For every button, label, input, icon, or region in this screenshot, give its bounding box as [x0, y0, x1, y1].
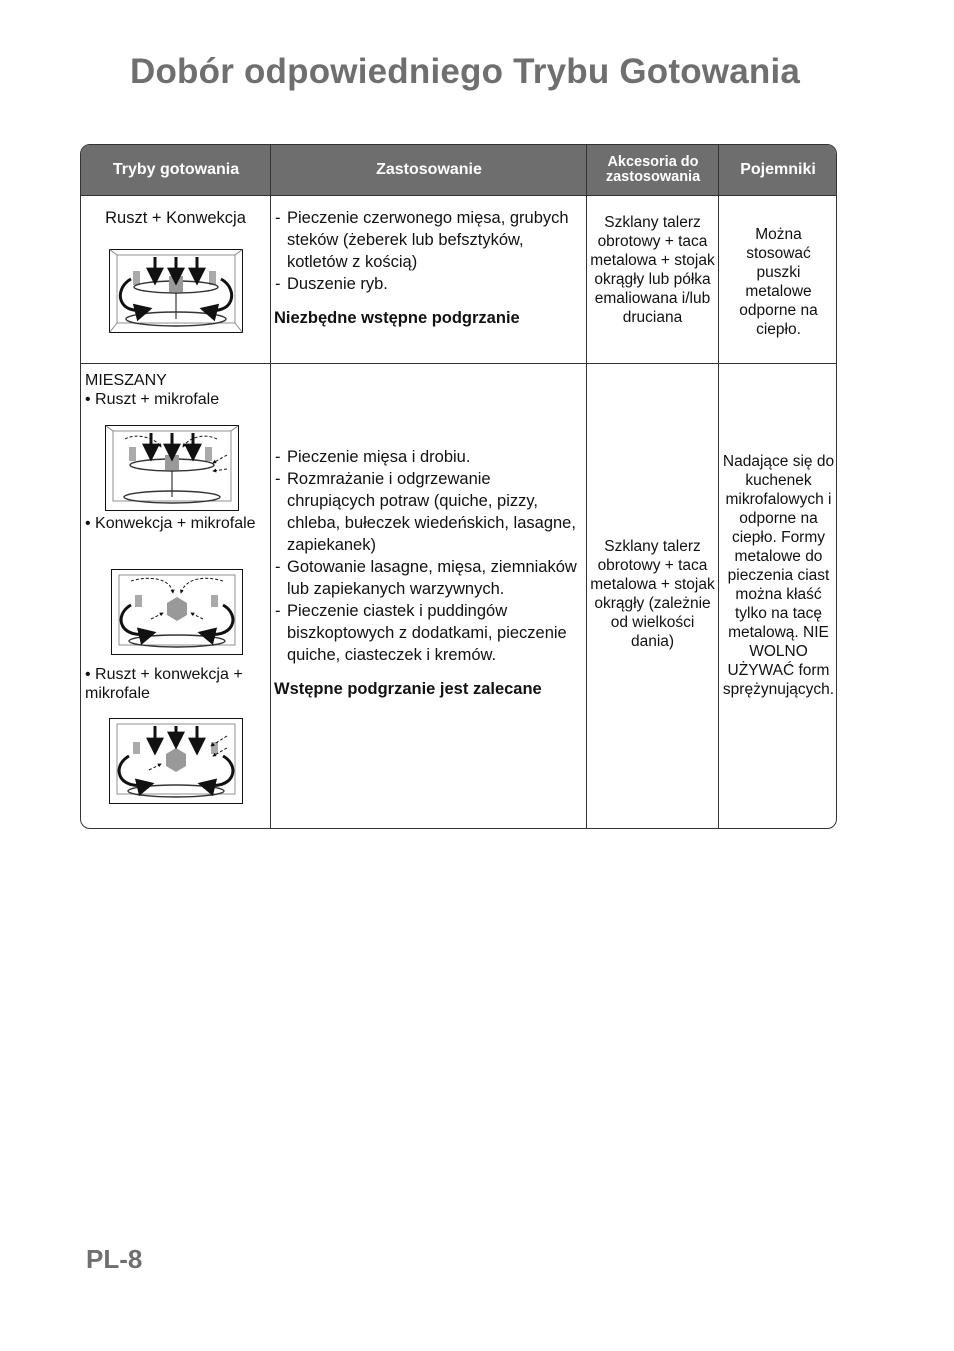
page-number: PL-8 [86, 1244, 143, 1274]
list-item: - Pieczenie ciastek i puddingów biszkoptowych z dodatkami, pieczenie quiche, ciasteczek i kremów. [274, 600, 579, 666]
list-item: - Rozmrażanie i odgrzewanie chrupiących potraw (quiche, pizzy, chleba, bułeczek wiedeńskich, lasagne, zapiekanek) [274, 468, 579, 556]
oven-airflow-diagram-icon [109, 249, 243, 333]
row-divider [81, 195, 836, 196]
preheat-note: Niezbędne wstępne podgrzanie [274, 309, 520, 327]
header-cooking-modes: Tryby gotowania [81, 145, 271, 195]
row1-mode-label: Ruszt + Konwekcja [105, 209, 246, 227]
page-title: Dobór odpowiedniego Trybu Gotowania [130, 52, 801, 91]
column-divider [270, 145, 271, 828]
row2-accessories: Szklany talerz obrotowy + taca metalowa + stojak okrągły (zależnie od wielkości dania) [590, 538, 715, 650]
preheat-note: Wstępne podgrzanie jest zalecane [274, 680, 542, 698]
list-item: - Gotowanie lasagne, mięsa, ziemniaków lub zapiekanych warzywnych. [274, 556, 579, 600]
row2-mode-header: MIESZANY [85, 372, 167, 389]
row1-accessories: Szklany talerz obrotowy + taca metalowa + stojak okrągły lub półka emaliowana i/lub druciana [590, 214, 715, 326]
row1-containers: Można stosować puszki metalowe odporne na ciepło. [739, 226, 818, 338]
list-item: - Pieczenie mięsa i drobiu. [274, 446, 579, 468]
oven-airflow-diagram-icon [105, 425, 239, 511]
cooking-mode-table [80, 144, 837, 829]
header-use: Zastosowanie [271, 145, 587, 195]
submode-convection-microwave: • Konwekcja + mikrofale [85, 515, 256, 532]
submode-grill-microwave: • Ruszt + mikrofale [85, 391, 220, 408]
header-accessories: Akcesoria do zastosowania [587, 145, 719, 195]
row1-uses [274, 207, 579, 329]
header-containers: Pojemniki [719, 145, 837, 195]
row-divider [81, 363, 836, 364]
row2-uses [274, 446, 579, 700]
list-item: - Duszenie ryb. [274, 273, 579, 295]
oven-airflow-diagram-icon [111, 569, 243, 655]
submode-grill-convection-microwave: • Ruszt + konwekcja + mikrofale [85, 666, 243, 702]
oven-airflow-diagram-icon [109, 718, 243, 804]
row2-containers: Nadające się do kuchenek mikrofalowych i odporne na ciepło. Formy metalowe do pieczenia ciast można kłaść tylko na tacę metalową. NIE WOLNO UŻYWAĆ form sprężynujących. [722, 453, 835, 698]
list-item: - Pieczenie czerwonego mięsa, grubych steków (żeberek lub befsztyków, kotletów z kością) [274, 207, 579, 273]
